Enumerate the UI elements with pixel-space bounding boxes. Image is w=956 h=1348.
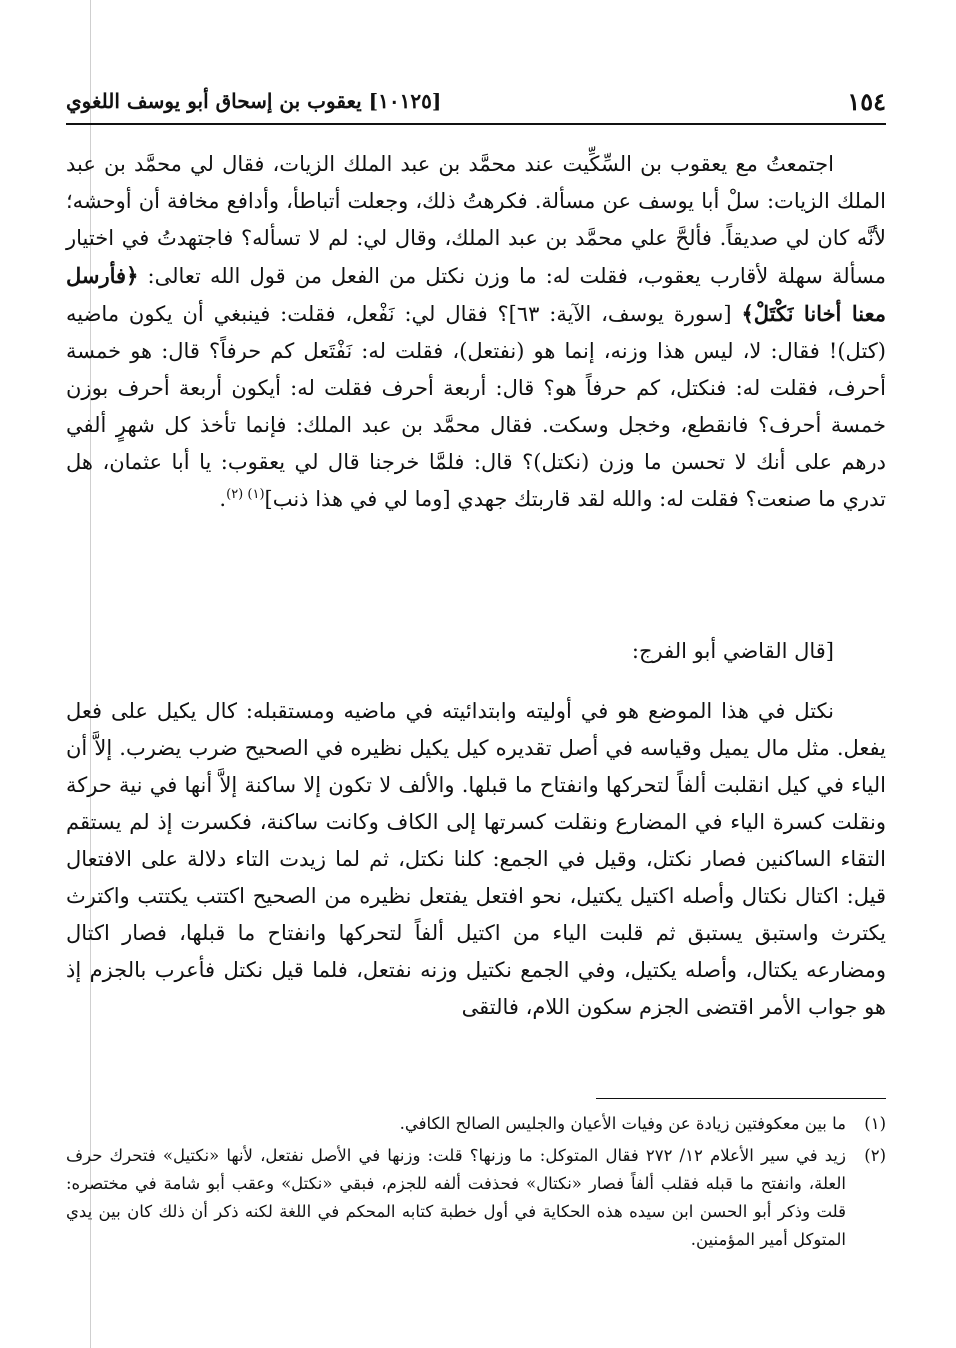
paragraph-anecdote [66,146,886,610]
header-rule [66,123,886,125]
qadi-heading-text: [قال القاضي أبو الفرج: [631,639,834,663]
footnote-text: ما بين معكوفتين زيادة عن وفيات الأعيان والجليس الصالح الكافي. [399,1114,846,1133]
running-head: [١٠١٢٥] يعقوب بن إسحاق أبو يوسف اللغوي [66,89,442,113]
grammar-explanation-text: نكتل في هذا الموضع هو في أوليته وابتدائيته في ماضيه ومستقبله: كال يكيل على فعل يفعل. مثل مال يميل وقياسه في أصل تقديره كيل يكيل نظيره في الصحيح ضرب يضرب. إلاَّ أن الياء في كيل انقلبت ألفاً لتحركها وانفتاح ما قبلها. والألف لا تكون إلا ساكنة إلاَّ أنها في نية حركة ونقلت كسرة الياء في المضارع ونقلت كسرتها إلى الكاف وكانت ساكنة، فكسرت إذ لم يستقم التقاء الساكنين فصار نكتل، وقيل في الجمع: كلنا نكتل، ثم لما زيدت التاء دلالة على الافتعال قيل: اكتال نكتال وأصله اكتيل يكتيل، نحو افتعل يفتعل نظيره من الصحيح اكتتب يكتتب واكترث يكترث واستبق يستبق ثم قلبت الياء من اكتيل ألفاً لتحركها وانفتاح ما قبلها، فصار اكتال ومضارعه يكتال، وأصله يكتيل، وفي الجمع نكتيل وزنه نفتعل، فلما قيل نكتل فأعرب بالجزم إذ هو جواب الأمر اقتضى الجزم سكون اللام، فالتقى [66,699,886,1019]
anecdote-text-start: اجتمعتُ مع يعقوب بن السِّكِّيت عند محمَّد بن عبد الملك الزيات، فقال لي محمَّد بن عبد الملك الزيات: سلْ أبا يوسف عن مسألة. فكرهتُ ذلك، وجعلت أتباطأ، وأدافع مخافة أن أوحشه؛ لأنَّه كان لي صديقاً. فألحَّ علي محمَّد بن عبد الملك، وقال لي: لم لا تسأله؟ فاجتهدتُ في اختيار مسألة سهلة لأقارب يعقوب، فقلت له: ما وزن نكتل من الفعل من قول الله تعالى: [66,152,886,288]
anecdote-text-end: [سورة يوسف، الآية: ٦٣]؟ فقال لي: نَفْعل، فقلت: فينبغي أن يكون ماضيه (كتل)! فقال: لا، ليس هذا وزنه، إنما هو (نفتعل)، فقلت له: نَفْتَعل كم حرفاً؟ قال: هو خمسة أحرف، فقلت له: فنكتل، كم حرفاً هو؟ قال: أربعة أحرف فقلت له: أيكون أربعة أحرف بوزن خمسة أحرف؟ فانقطع، وخجل وسكت. فقال محمَّد بن عبد الملك: فإنما تأخذ كل شهرٍ ألفي درهم على أنك لا تحسن ما وزن (نكتل)؟ قال: فلمَّا خرجنا قال لي يعقوب: يا أبا عثمان، هل تدري ما صنعت؟ فقلت له: والله لقد قاربتك جهدي [وما لي في هذا ذنب] [66,302,886,511]
footnote-text: زيد في سير الأعلام ١٢/ ٢٧٢ فقال المتوكل: ما وزنها؟ قلت: وزنها في الأصل نفتعل، لأنها «نكتيل» فتحرك حرف العلة، وانفتح ما قبله فقلب ألفاً فصار «نكتال» فحذفت ألفه للجزم، فبقي «نكتل» وعقب أبو شامة في مختصره: قلت وذكر أبو الحسن ابن سيده هذه الحكاية في أول خطبة كتابه المحكم في اللغة لكنه ذكر أن ذلك كان بين يدي المتوكل أمير المؤمنين. [66,1146,846,1249]
anecdote-period: . [219,487,227,511]
footnote-item [66,1142,886,1254]
footnote-item [66,1110,886,1138]
footnotes [66,1110,886,1258]
footnote-rule [596,1098,886,1099]
page-header [66,84,886,118]
quran-quote: ﴿فأرسل معنا أخانا نَكْتَلْ﴾ [66,263,887,326]
footnote-refs: (١) (٢) [226,487,265,502]
footnote-number: (٢) [864,1146,886,1165]
paragraph-qadi-heading [66,633,886,673]
page-number: ١٥٤ [847,86,886,116]
paragraph-grammar-explanation [66,693,886,1073]
footnote-number: (١) [864,1114,886,1133]
